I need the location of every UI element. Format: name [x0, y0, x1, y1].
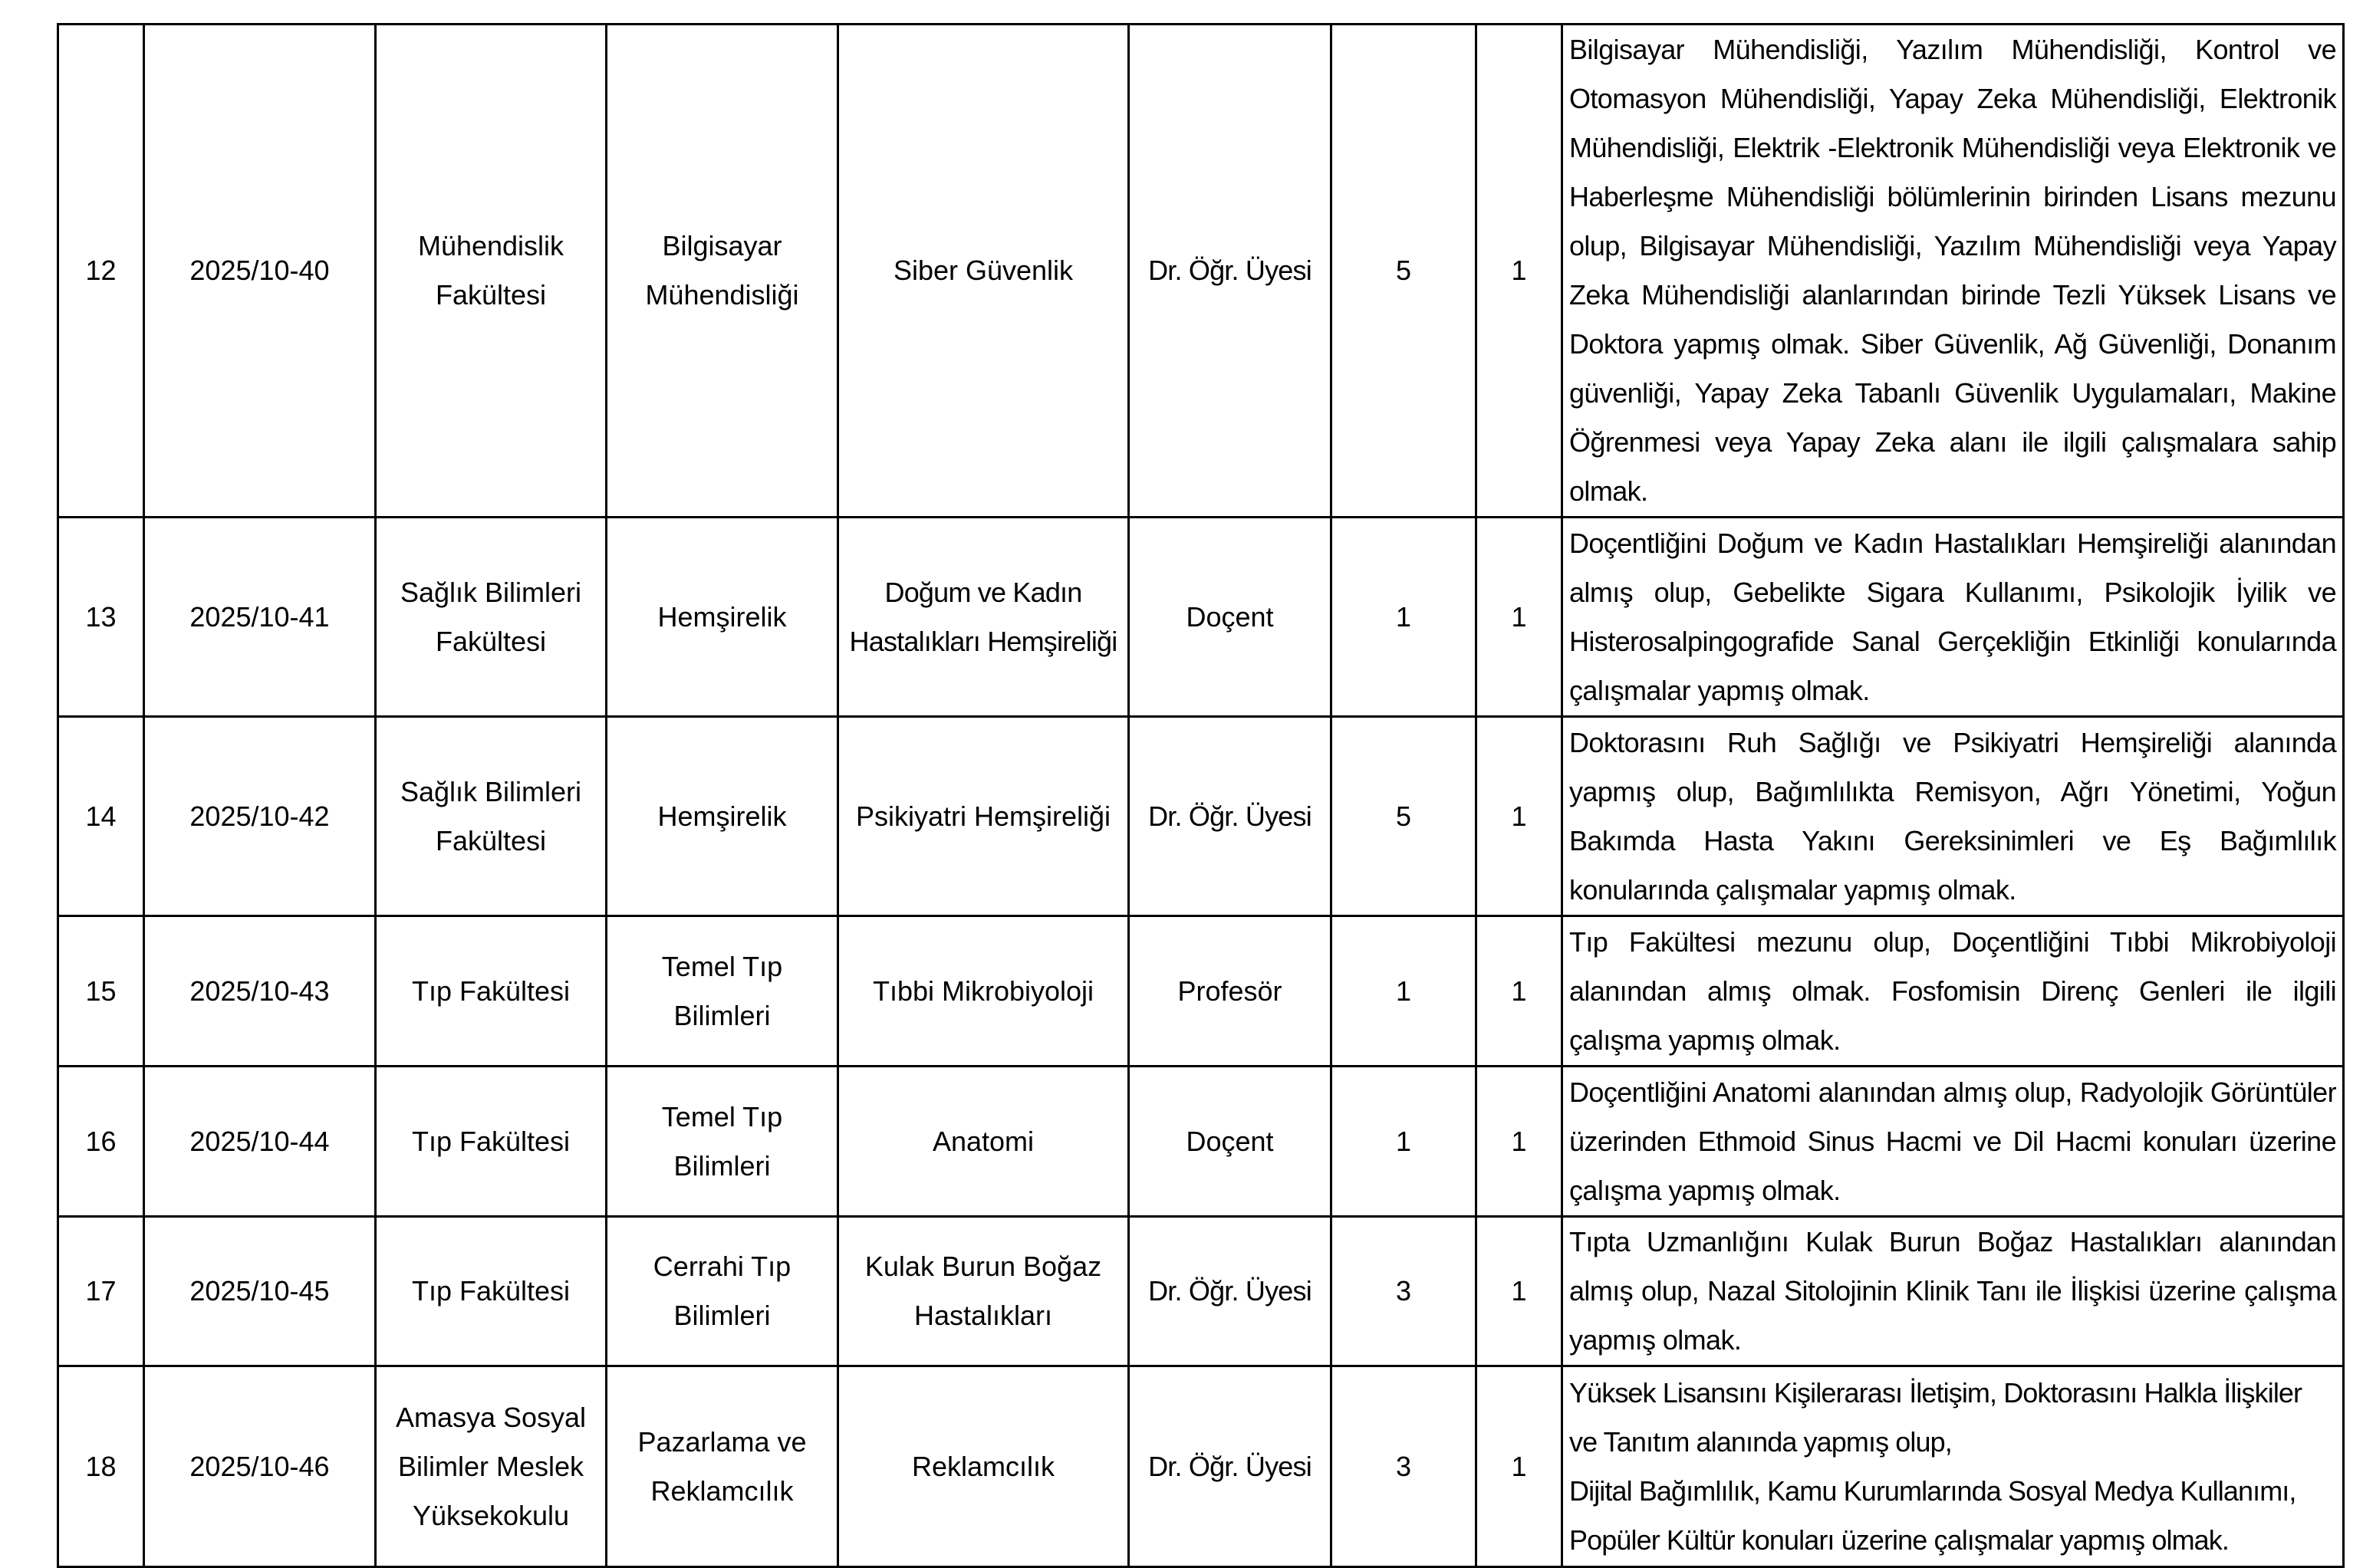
- title: Dr. Öğr. Üyesi: [1129, 1217, 1331, 1366]
- faculty: Tıp Fakültesi: [376, 916, 607, 1067]
- count: 1: [1476, 1067, 1562, 1217]
- department: Temel Tıp Bilimleri: [607, 916, 838, 1067]
- department: Hemşirelik: [607, 717, 838, 916]
- faculty: Tıp Fakültesi: [376, 1217, 607, 1366]
- row-number: 17: [58, 1217, 144, 1366]
- count: 1: [1476, 717, 1562, 916]
- degree: 1: [1331, 916, 1476, 1067]
- row-number: 15: [58, 916, 144, 1067]
- table-row: [58, 717, 2344, 916]
- department: Bilgisayar Mühendisliği: [607, 25, 838, 518]
- title: Doçent: [1129, 1067, 1331, 1217]
- table-row: [58, 25, 2344, 518]
- discipline: Anatomi: [838, 1067, 1129, 1217]
- degree: 5: [1331, 25, 1476, 518]
- department: Temel Tıp Bilimleri: [607, 1067, 838, 1217]
- row-number: 18: [58, 1366, 144, 1567]
- announcement-number: 2025/10-45: [144, 1217, 376, 1366]
- row-number: 16: [58, 1067, 144, 1217]
- requirements: Doçentliğini Doğum ve Kadın Hastalıkları Hemşireliği alanından almış olup, Gebelikte Sigara Kullanımı, Psikolojik İyilik ve Histerosalpingografide Sanal Gerçekliğin Etkinliği konularında çalışmalar yapmış olmak.: [1562, 518, 2344, 717]
- count: 1: [1476, 25, 1562, 518]
- faculty: Amasya Sosyal Bilimler Meslek Yüksekokulu: [376, 1366, 607, 1567]
- faculty: Sağlık Bilimleri Fakültesi: [376, 717, 607, 916]
- requirements-line: Dijital Bağımlılık, Kamu Kurumlarında Sosyal Medya Kullanımı, Popüler Kültür konuları üzerine çalışmalar yapmış olmak.: [1569, 1474, 2296, 1556]
- degree: 3: [1331, 1366, 1476, 1567]
- table-row: [58, 916, 2344, 1067]
- announcement-number: 2025/10-43: [144, 916, 376, 1067]
- requirements: Tıpta Uzmanlığını Kulak Burun Boğaz Hastalıkları alanından almış olup, Nazal Sitolojinin Klinik Tanı ile İlişkisi üzerine çalışma yapmış olmak.: [1562, 1217, 2344, 1366]
- count: 1: [1476, 518, 1562, 717]
- department: Cerrahi Tıp Bilimleri: [607, 1217, 838, 1366]
- table-row: [58, 1217, 2344, 1366]
- discipline: Reklamcılık: [838, 1366, 1129, 1567]
- count: 1: [1476, 1366, 1562, 1567]
- faculty: Sağlık Bilimleri Fakültesi: [376, 518, 607, 717]
- announcement-number: 2025/10-40: [144, 25, 376, 518]
- requirements: Tıp Fakültesi mezunu olup, Doçentliğini Tıbbi Mikrobiyoloji alanından almış olmak. Fosfomisin Direnç Genleri ile ilgili çalışma yapmış olmak.: [1562, 916, 2344, 1067]
- discipline: Siber Güvenlik: [838, 25, 1129, 518]
- discipline: Doğum ve Kadın Hastalıkları Hemşireliği: [838, 518, 1129, 717]
- announcement-number: 2025/10-44: [144, 1067, 376, 1217]
- title: Profesör: [1129, 916, 1331, 1067]
- requirements-line: Yüksek Lisansını Kişilerarası İletişim, Doktorasını Halkla İlişkiler ve Tanıtım alanında yapmış olup,: [1569, 1376, 2302, 1458]
- title: Doçent: [1129, 518, 1331, 717]
- title: Dr. Öğr. Üyesi: [1129, 1366, 1331, 1567]
- degree: 1: [1331, 518, 1476, 717]
- requirements: Bilgisayar Mühendisliği, Yazılım Mühendisliği, Kontrol ve Otomasyon Mühendisliği, Yapay Zeka Mühendisliği, Elektronik Mühendisliği, Elektrik -Elektronik Mühendisliği veya Elektronik ve Haberleşme Mühendisliği bölümlerinin birinden Lisans mezunu olup, Bilgisayar Mühendisliği, Yazılım Mühendisliği veya Yapay Zeka Mühendisliği alanlarından birinde Tezli Yüksek Lisans ve Doktora yapmış olmak. Siber Güvenlik, Ağ Güvenliği, Donanım güvenliği, Yapay Zeka Tabanlı Güvenlik Uygulamaları, Makine Öğrenmesi veya Yapay Zeka alanı ile ilgili çalışmalara sahip olmak.: [1562, 25, 2344, 518]
- count: 1: [1476, 916, 1562, 1067]
- faculty: Mühendislik Fakültesi: [376, 25, 607, 518]
- table-row: [58, 1366, 2344, 1567]
- staff-listing-table: [57, 23, 2345, 1568]
- row-number: 12: [58, 25, 144, 518]
- faculty: Tıp Fakültesi: [376, 1067, 607, 1217]
- table-row: [58, 518, 2344, 717]
- table-row: [58, 1067, 2344, 1217]
- discipline: Tıbbi Mikrobiyoloji: [838, 916, 1129, 1067]
- discipline: Kulak Burun Boğaz Hastalıkları: [838, 1217, 1129, 1366]
- degree: 1: [1331, 1067, 1476, 1217]
- requirements: Doktorasını Ruh Sağlığı ve Psikiyatri Hemşireliği alanında yapmış olup, Bağımlılıkta Remisyon, Ağrı Yönetimi, Yoğun Bakımda Hasta Yakını Gereksinimleri ve Eş Bağımlılık konularında çalışmalar yapmış olmak.: [1562, 717, 2344, 916]
- announcement-number: 2025/10-41: [144, 518, 376, 717]
- degree: 5: [1331, 717, 1476, 916]
- announcement-number: 2025/10-46: [144, 1366, 376, 1567]
- department: Pazarlama ve Reklamcılık: [607, 1366, 838, 1567]
- requirements: [1562, 1366, 2344, 1567]
- title: Dr. Öğr. Üyesi: [1129, 717, 1331, 916]
- requirements: Doçentliğini Anatomi alanından almış olup, Radyolojik Görüntüler üzerinden Ethmoid Sinus Hacmi ve Dil Hacmi konuları üzerine çalışma yapmış olmak.: [1562, 1067, 2344, 1217]
- department: Hemşirelik: [607, 518, 838, 717]
- announcement-number: 2025/10-42: [144, 717, 376, 916]
- title: Dr. Öğr. Üyesi: [1129, 25, 1331, 518]
- row-number: 13: [58, 518, 144, 717]
- count: 1: [1476, 1217, 1562, 1366]
- row-number: 14: [58, 717, 144, 916]
- discipline: Psikiyatri Hemşireliği: [838, 717, 1129, 916]
- degree: 3: [1331, 1217, 1476, 1366]
